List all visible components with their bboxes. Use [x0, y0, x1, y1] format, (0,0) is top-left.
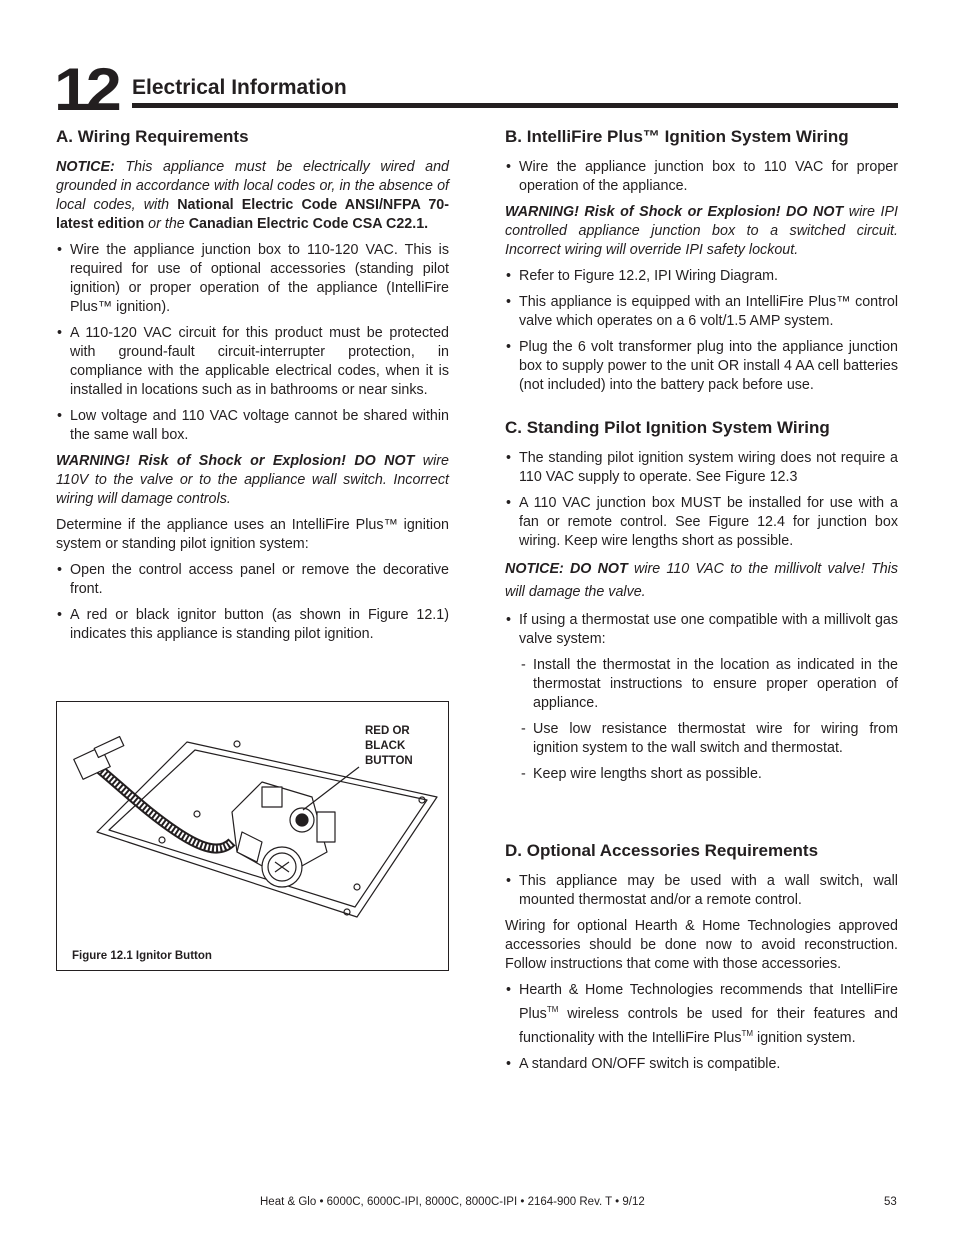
section-a-warning: WARNING! Risk of Shock or Explosion! DO NOT wire 110V to the valve or to the appliance wall switch. Incorrect wiring will damage controls.	[56, 453, 450, 507]
figure-callout: RED OR BLACK BUTTON	[365, 725, 413, 767]
section-d-heading: D. Optional Accessories Requirements	[505, 841, 819, 860]
list-item: • Open the control access panel or remove the decorative front.	[56, 561, 449, 599]
list-item: • If using a thermostat use one compatible with a millivolt gas valve system:	[505, 611, 898, 649]
list-item: • This appliance is equipped with an IntelliFire Plus™ control valve which operates on a 6 volt/1.5 AMP system.	[505, 293, 898, 331]
list-item: • A 110 VAC junction box MUST be installed for use with a fan or remote control. See Figure 12.4 for junction box wiring. Keep wire lengths short as possible.	[505, 494, 898, 551]
section-d-bullet	[505, 872, 898, 910]
section-c-notice: NOTICE: DO NOT wire 110 VAC to the millivolt valve! This will damage the valve.	[505, 561, 898, 600]
figure-ignitor-button	[56, 701, 449, 971]
section-b-warning: WARNING! Risk of Shock or Explosion! DO NOT wire IPI controlled appliance junction box to a switched circuit. Incorrect wiring will override IPI safety lockout.	[505, 204, 899, 258]
list-item: • Wire the appliance junction box to 110-120 VAC. This is required for use of optional accessories (standing pilot ignition) or proper operation of the appliance (IntelliFire Plus™ ignition).	[56, 241, 449, 317]
section-c-dashes	[519, 656, 898, 784]
page-number: 53	[884, 1196, 897, 1208]
section-c-heading: C. Standing Pilot Ignition System Wiring	[505, 418, 830, 437]
section-a-bullets-2	[56, 561, 449, 644]
list-item: • A 110-120 VAC circuit for this product must be protected with ground-fault circuit-interrupter protection, in compliance with the applicable electrical codes, when it is installed in locations such as in bathrooms or near sinks.	[56, 324, 449, 400]
section-b-bullet	[505, 158, 898, 196]
list-item: - Install the thermostat in the location as indicated in the thermostat instructions to ensure proper operation of appliance.	[519, 656, 898, 713]
list-item: • Refer to Figure 12.2, IPI Wiring Diagram.	[505, 267, 898, 286]
section-b-bullets	[505, 267, 898, 395]
left-column	[56, 126, 449, 651]
section-c-thermo	[505, 611, 898, 649]
section-d-wiring: Wiring for optional Hearth & Home Technologies approved accessories should be done now to avoid reconstruction. Follow instructions that come with those accessories.	[505, 918, 898, 972]
right-column	[505, 126, 898, 1081]
section-a-bullets	[56, 241, 449, 445]
list-item: • A standard ON/OFF switch is compatible.	[505, 1055, 898, 1074]
chapter-number: 12	[54, 56, 118, 123]
section-c-bullets	[505, 449, 898, 551]
list-item: • Plug the 6 volt transformer plug into the appliance junction box to supply power to the unit OR install 4 AA cell batteries (not included) into the battery pack before use.	[505, 338, 898, 395]
section-d-bullets	[505, 981, 898, 1074]
figure-caption: Figure 12.1 Ignitor Button	[72, 950, 212, 962]
chapter-rule	[132, 103, 898, 108]
list-item: • A red or black ignitor button (as shown in Figure 12.1) indicates this appliance is standing pilot ignition.	[56, 606, 449, 644]
list-item: • The standing pilot ignition system wiring does not require a 110 VAC supply to operate. See Figure 12.3	[505, 449, 898, 487]
list-item: • Wire the appliance junction box to 110 VAC for proper operation of the appliance.	[505, 158, 898, 196]
section-a-heading: A. Wiring Requirements	[56, 127, 249, 146]
list-item: - Use low resistance thermostat wire for wiring from ignition system to the wall switch and thermostat.	[519, 720, 898, 758]
list-item: • Low voltage and 110 VAC voltage cannot be shared within the same wall box.	[56, 407, 449, 445]
section-a-determine: Determine if the appliance uses an IntelliFire Plus™ ignition system or standing pilot ignition system:	[56, 517, 449, 552]
list-item: • Hearth & Home Technologies recommends that IntelliFire Plus™ wireless controls be used for their features and functionality with the IntelliFire Plus™ ignition system.	[505, 981, 898, 1048]
chapter-title: Electrical Information	[132, 76, 347, 99]
ignitor-illustration	[57, 702, 448, 970]
footer-text: Heat & Glo • 6000C, 6000C-IPI, 8000C, 8000C-IPI • 2164-900 Rev. T • 9/12	[260, 1196, 645, 1208]
section-a-notice: NOTICE: This appliance must be electrically wired and grounded in accordance with local codes or, in the absence of local codes, with National Electric Code ANSI/NFPA 70-latest edition or the Canadian Electric Code CSA C22.1.	[56, 159, 449, 232]
list-item: • This appliance may be used with a wall switch, wall mounted thermostat and/or a remote control.	[505, 872, 898, 910]
section-b-heading: B. IntelliFire Plus™ Ignition System Wiring	[505, 127, 849, 146]
list-item: - Keep wire lengths short as possible.	[519, 765, 898, 784]
